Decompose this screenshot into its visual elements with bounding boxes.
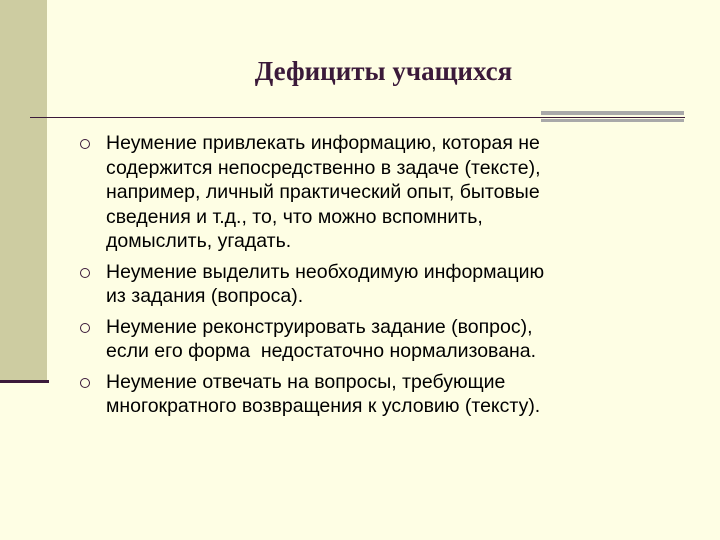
hollow-circle-bullet-icon bbox=[80, 378, 90, 388]
bullet-text: Неумение реконструировать задание (вопрос), если его форма недостаточно нормализована. bbox=[106, 315, 537, 362]
hollow-circle-bullet-icon bbox=[80, 268, 90, 278]
left-bar-underline bbox=[0, 380, 49, 383]
bullet-item bbox=[76, 315, 676, 364]
accent-bar-bottom bbox=[541, 119, 684, 122]
bullet-text: Неумение привлекать информацию, которая не содержится непосредственно в задаче (тексте), например, личный практический опыт, бытовые сведения и т.д., то, что можно вспомнить, домыслить, угадать. bbox=[106, 132, 541, 252]
bullet-item bbox=[76, 131, 676, 254]
bullet-text: Неумение выделить необходимую информацию из задания (вопроса). bbox=[106, 260, 545, 307]
title-divider bbox=[30, 117, 685, 118]
hollow-circle-bullet-icon bbox=[80, 139, 90, 149]
left-decorative-bar bbox=[0, 0, 47, 380]
bullet-item bbox=[76, 260, 676, 309]
accent-bar-top bbox=[541, 111, 684, 115]
bullet-text: Неумение отвечать на вопросы, требующие многократного возвращения к условию (тексту). bbox=[106, 370, 541, 417]
bullet-item bbox=[76, 370, 676, 419]
bullet-list bbox=[76, 131, 676, 425]
slide-title: Дефициты учащихся bbox=[254, 56, 513, 86]
hollow-circle-bullet-icon bbox=[80, 323, 90, 333]
